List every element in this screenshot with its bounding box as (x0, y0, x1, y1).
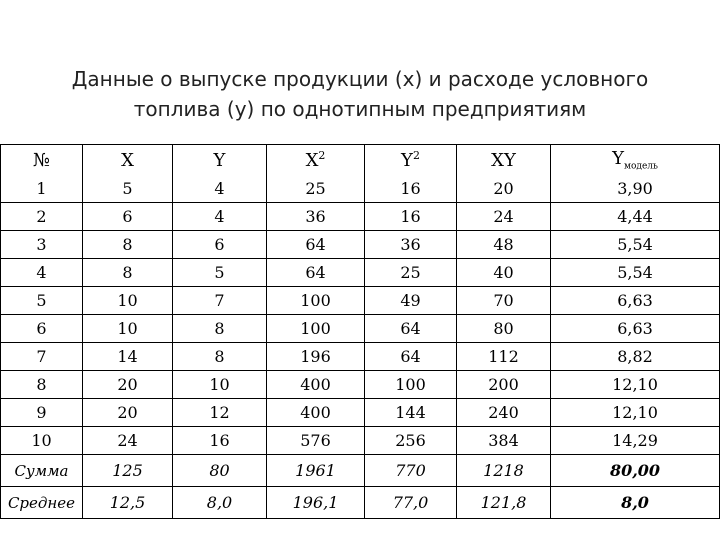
cell-col-y-model: 6,63 (551, 315, 720, 343)
cell-col-xy: 24 (457, 203, 551, 231)
cell-col-y: 8 (173, 343, 267, 371)
cell-col-y: 80 (173, 455, 267, 487)
cell-col-y-squared: 64 (365, 315, 457, 343)
table-row (1, 427, 720, 455)
header-col-y-squared (365, 145, 457, 176)
cell-col-x-squared: 196,1 (267, 487, 365, 519)
cell-col-xy: 40 (457, 259, 551, 287)
cell-col-number: 6 (1, 315, 83, 343)
cell-col-y: 4 (173, 203, 267, 231)
cell-col-y-squared: 100 (365, 371, 457, 399)
cell-col-xy: 70 (457, 287, 551, 315)
cell-col-x: 20 (83, 371, 173, 399)
header-superscript: 2 (412, 149, 420, 162)
cell-col-x: 10 (83, 315, 173, 343)
cell-col-x: 24 (83, 427, 173, 455)
cell-col-x: 5 (83, 175, 173, 203)
cell-col-number: 9 (1, 399, 83, 427)
cell-col-y-squared: 16 (365, 175, 457, 203)
cell-col-x-squared: 100 (267, 287, 365, 315)
cell-col-number: 4 (1, 259, 83, 287)
cell-col-y-model: 12,10 (551, 399, 720, 427)
header-col-number (1, 145, 83, 176)
cell-col-y: 12 (173, 399, 267, 427)
table-row (1, 175, 720, 203)
cell-col-number: 3 (1, 231, 83, 259)
title-line-1: Данные о выпуске продукции (х) и расходе условного (71, 67, 649, 91)
cell-col-y: 7 (173, 287, 267, 315)
cell-col-xy: 240 (457, 399, 551, 427)
data-table (0, 144, 720, 519)
cell-col-xy: 200 (457, 371, 551, 399)
cell-col-x-squared: 1961 (267, 455, 365, 487)
header-label: № (32, 149, 51, 171)
cell-col-xy: 20 (457, 175, 551, 203)
cell-col-x: 8 (83, 231, 173, 259)
cell-col-x-squared: 576 (267, 427, 365, 455)
cell-col-y-model: 80,00 (551, 455, 720, 487)
cell-col-y-squared: 144 (365, 399, 457, 427)
cell-col-x-squared: 25 (267, 175, 365, 203)
cell-col-y-model: 8,82 (551, 343, 720, 371)
cell-col-y-squared: 36 (365, 231, 457, 259)
cell-col-y-model: 6,63 (551, 287, 720, 315)
cell-col-y-squared: 16 (365, 203, 457, 231)
header-col-y-model (551, 145, 720, 176)
header-superscript: 2 (318, 149, 326, 162)
table-row (1, 287, 720, 315)
cell-col-y: 4 (173, 175, 267, 203)
table-row (1, 259, 720, 287)
header-label: Y (213, 149, 226, 171)
table-row (1, 343, 720, 371)
cell-col-xy: 1218 (457, 455, 551, 487)
header-label: XY (491, 149, 516, 171)
row-label: Среднее (1, 487, 83, 519)
cell-col-y-model: 4,44 (551, 203, 720, 231)
cell-col-number: 5 (1, 287, 83, 315)
cell-col-number: 10 (1, 427, 83, 455)
cell-col-xy: 121,8 (457, 487, 551, 519)
cell-col-y-model: 5,54 (551, 259, 720, 287)
cell-col-x: 20 (83, 399, 173, 427)
cell-col-x: 12,5 (83, 487, 173, 519)
cell-col-y: 6 (173, 231, 267, 259)
cell-col-y-model: 8,0 (551, 487, 720, 519)
header-label: Y (612, 148, 624, 170)
cell-col-y-squared: 770 (365, 455, 457, 487)
cell-col-y: 16 (173, 427, 267, 455)
table-row-average (1, 487, 720, 519)
cell-col-y-squared: 64 (365, 343, 457, 371)
cell-col-y-squared: 256 (365, 427, 457, 455)
cell-col-number: 8 (1, 371, 83, 399)
header-col-y (173, 145, 267, 176)
table-row-sum (1, 455, 720, 487)
table-row (1, 315, 720, 343)
cell-col-x-squared: 100 (267, 315, 365, 343)
cell-col-y-squared: 77,0 (365, 487, 457, 519)
header-label: X (121, 149, 134, 171)
cell-col-y-model: 14,29 (551, 427, 720, 455)
cell-col-y: 8 (173, 315, 267, 343)
cell-col-number: 1 (1, 175, 83, 203)
header-label: X (305, 150, 319, 171)
cell-col-x-squared: 64 (267, 231, 365, 259)
table-row (1, 371, 720, 399)
header-label: Y (401, 150, 413, 171)
cell-col-xy: 48 (457, 231, 551, 259)
cell-col-number: 2 (1, 203, 83, 231)
cell-col-xy: 384 (457, 427, 551, 455)
cell-col-y: 5 (173, 259, 267, 287)
cell-col-y-model: 5,54 (551, 231, 720, 259)
header-col-xy (457, 145, 551, 176)
cell-col-y: 10 (173, 371, 267, 399)
cell-col-x-squared: 64 (267, 259, 365, 287)
header-subscript: модель (623, 161, 658, 172)
cell-col-x-squared: 400 (267, 371, 365, 399)
title-line-2: топлива (у) по однотипным предприятиям (133, 97, 587, 121)
header-col-x-squared (267, 145, 365, 176)
cell-col-x-squared: 400 (267, 399, 365, 427)
row-label: Сумма (1, 455, 83, 487)
table-row (1, 203, 720, 231)
cell-col-x: 10 (83, 287, 173, 315)
header-col-x (83, 145, 173, 176)
cell-col-y: 8,0 (173, 487, 267, 519)
table-row (1, 231, 720, 259)
slide-title (40, 64, 680, 124)
cell-col-xy: 112 (457, 343, 551, 371)
cell-col-x: 14 (83, 343, 173, 371)
cell-col-y-model: 3,90 (551, 175, 720, 203)
cell-col-y-squared: 25 (365, 259, 457, 287)
table-row (1, 399, 720, 427)
cell-col-x: 8 (83, 259, 173, 287)
cell-col-y-squared: 49 (365, 287, 457, 315)
cell-col-number: 7 (1, 343, 83, 371)
cell-col-y-model: 12,10 (551, 371, 720, 399)
cell-col-x-squared: 196 (267, 343, 365, 371)
cell-col-x: 125 (83, 455, 173, 487)
cell-col-xy: 80 (457, 315, 551, 343)
cell-col-x: 6 (83, 203, 173, 231)
cell-col-x-squared: 36 (267, 203, 365, 231)
table-header-row (1, 145, 720, 176)
